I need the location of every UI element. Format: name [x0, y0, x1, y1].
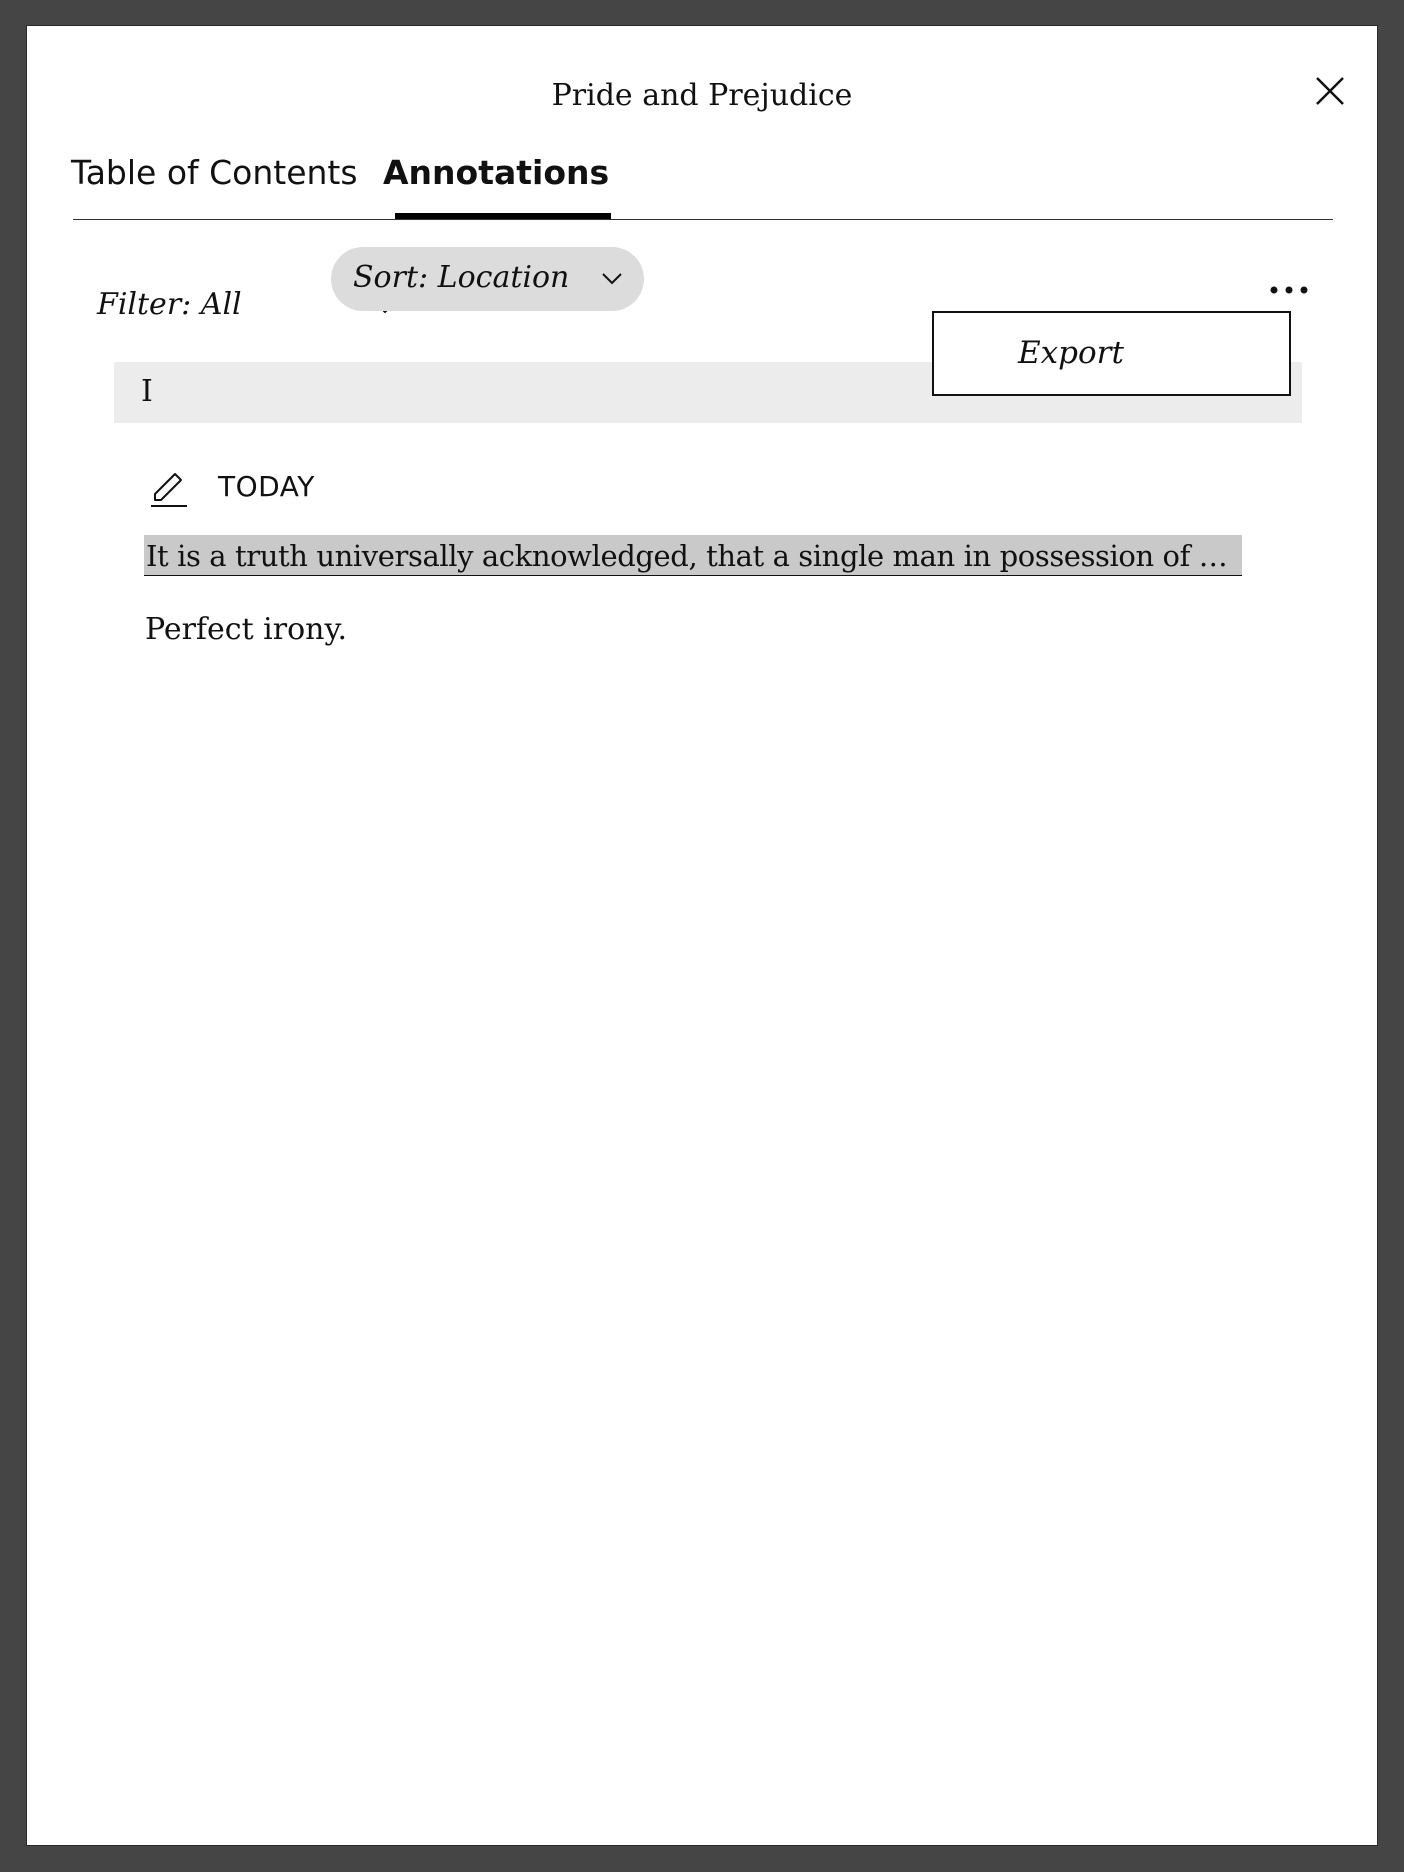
- highlighted-passage[interactable]: [144, 535, 1242, 576]
- close-icon: [1305, 66, 1355, 116]
- annotations-panel: [26, 25, 1378, 1846]
- export-label: Export: [1018, 335, 1124, 371]
- more-icon: [1265, 276, 1313, 304]
- chapter-heading: I: [141, 374, 153, 409]
- tabs-divider: [73, 219, 1333, 220]
- export-menu-item[interactable]: [934, 313, 1289, 394]
- tab-annotations[interactable]: Annotations: [383, 153, 610, 192]
- filter-dropdown[interactable]: [97, 274, 327, 338]
- close-button[interactable]: [1305, 66, 1355, 116]
- more-options-menu: [932, 311, 1291, 396]
- pencil-icon: [147, 466, 191, 510]
- chevron-down-icon: [601, 271, 623, 287]
- annotation-note[interactable]: Perfect irony.: [145, 612, 348, 647]
- highlight-text: It is a truth universally acknowledged, that a single man in possession of …: [146, 539, 1228, 573]
- sort-label: Sort: Location: [353, 260, 570, 295]
- more-options-button[interactable]: [1265, 276, 1313, 304]
- book-title: Pride and Prejudice: [551, 78, 853, 113]
- annotation-date: TODAY: [218, 470, 315, 503]
- sort-dropdown[interactable]: [331, 247, 644, 311]
- tab-table-of-contents[interactable]: Table of Contents: [71, 153, 358, 192]
- filter-label: Filter: All: [97, 287, 242, 322]
